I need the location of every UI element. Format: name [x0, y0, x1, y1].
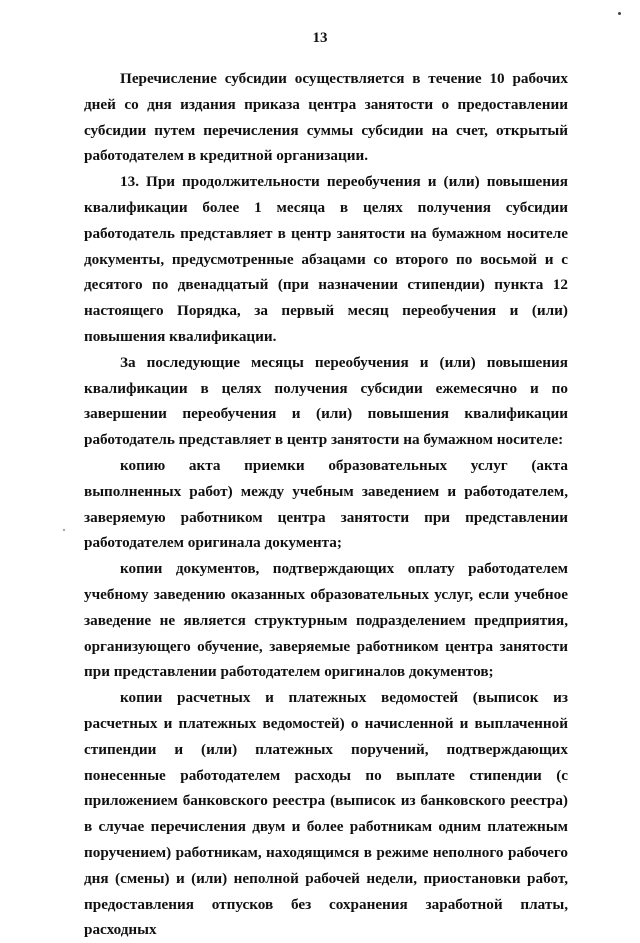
- scan-speck: [63, 529, 65, 531]
- paragraph-payment-documents: копии документов, подтверждающих оплату работодателем учебному заведению оказанных образовательных услуг, если учебное заведение не является структурным подразделением предприятия, организующего обучение, заверяемые работником центра занятости при представлении работодателем оригиналов документов;: [84, 560, 568, 681]
- page-number: 13: [312, 30, 328, 46]
- paragraph-item-13: 13. При продолжительности переобучения и (или) повышения квалификации более 1 месяца в целях получения субсидии работодатель представляет в центр занятости на бумажном носителе документы, предусмотренные абзацами со второго по восьмой и с десятого по двенадцатый (при назначении стипендии) пункта 12 настоящего Порядка, за первый месяц переобучения и (или) повышения квалификации.: [84, 173, 568, 345]
- paragraph-payroll-statements: копии расчетных и платежных ведомостей (выписок из расчетных и платежных ведомостей) о начисленной и выплаченной стипендии и (или) платежных поручений, подтверждающих понесенные работодателем расходы по выплате стипендии (с приложением банковского реестра (выписок из банковского реестра) в случае перечисления двум и более работникам одним платежным поручением) работникам, находящимся в режиме неполного рабочего дня (смены) и (или) неполной рабочей недели, приостановки работ, предоставления отпусков без сохранения заработной платы, расходных: [84, 689, 568, 939]
- paragraph-acceptance-act: копию акта приемки образовательных услуг (акта выполненных работ) между учебным заведением и работодателем, заверяемую работником центра занятости при представлении работодателем оригинала документа;: [84, 456, 568, 552]
- scan-speck: [618, 12, 621, 15]
- paragraph-subsidy-transfer: Перечисление субсидии осуществляется в течение 10 рабочих дней со дня издания приказа центра занятости о предоставлении субсидии путем перечисления суммы субсидии на счет, открытый работодателем в кредитной организации.: [84, 70, 568, 165]
- paragraph-subsequent-months: За последующие месяцы переобучения и (или) повышения квалификации в целях получения субсидии ежемесячно и по завершении переобучения и (или) повышения квалификации работодатель представляет в центр занятости на бумажном носителе:: [84, 353, 568, 449]
- document-body: [84, 66, 568, 943]
